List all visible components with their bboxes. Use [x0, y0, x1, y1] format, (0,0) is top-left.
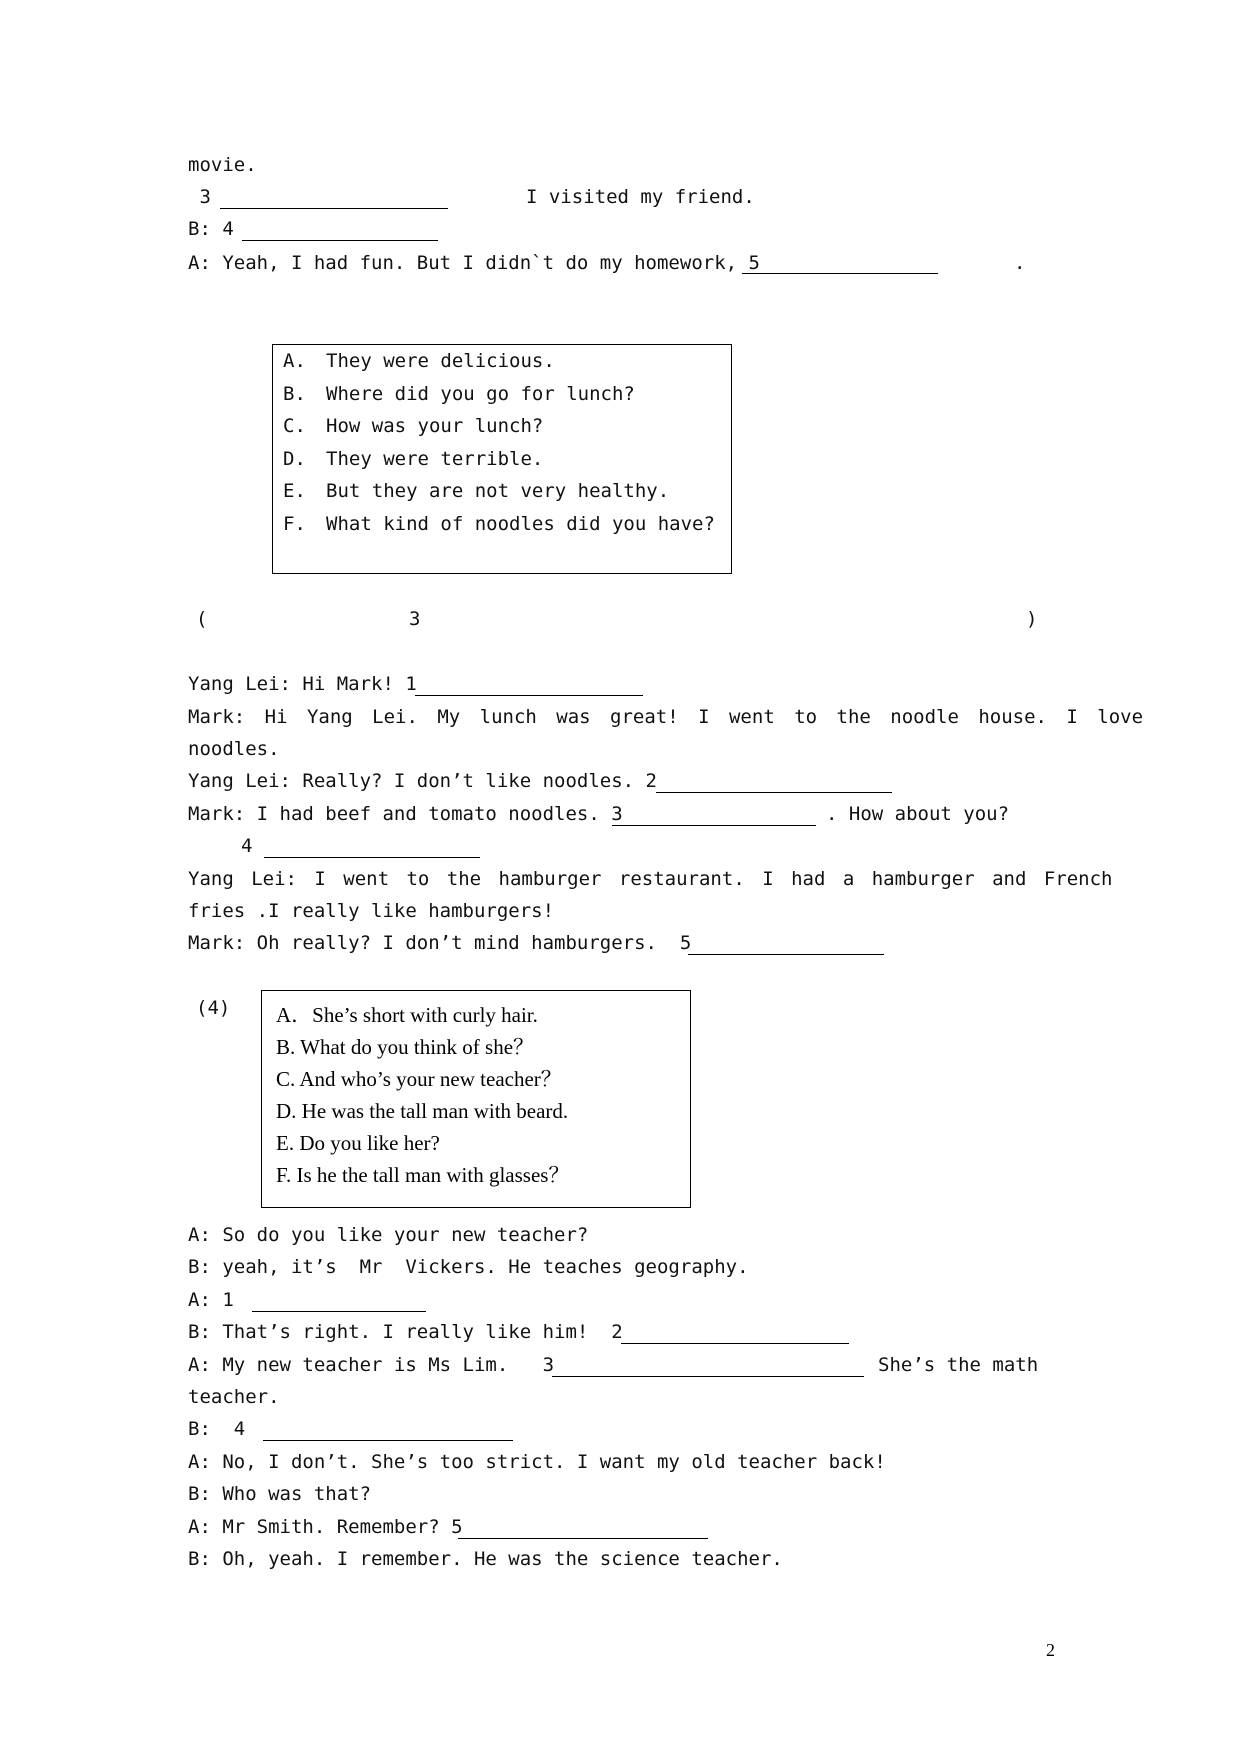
dialog-line: . How about you?: [826, 803, 1010, 825]
answer-blank-5[interactable]: [742, 273, 938, 274]
option-text: E. Do you like her?: [276, 1131, 440, 1155]
question-4-label: B: 4: [188, 218, 234, 240]
option-text: C. And who’s your new teacher？: [276, 1067, 562, 1091]
dialog-line: A: Mr Smith. Remember? 5: [188, 1516, 463, 1538]
answer-blank-3[interactable]: [220, 208, 448, 209]
dialog-line: Mark: Hi Yang Lei. My lunch was great! I went to the noodle house. I love: [188, 706, 1144, 728]
dialog-line: Yang Lei: I went to the hamburger restaurant. I had a hamburger and French: [188, 868, 1113, 890]
question-3-label: 3: [188, 186, 211, 208]
option-text: F. Is he the tall man with glasses？: [276, 1163, 570, 1187]
option-text: How was your lunch?: [326, 415, 544, 437]
dialog-line: B: That’s right. I really like him! 2: [188, 1321, 623, 1343]
option-text: But they are not very healthy.: [326, 480, 670, 502]
answer-blank-2[interactable]: [621, 1343, 849, 1344]
dialog-line: A: My new teacher is Ms Lim. 3: [188, 1354, 555, 1376]
section-header-open: (: [196, 608, 208, 630]
answer-blank-3[interactable]: [552, 1376, 864, 1377]
section-number: 3: [409, 608, 421, 630]
answer-blank-1[interactable]: [415, 695, 643, 696]
option-letter: D.: [283, 448, 306, 470]
answer-blank-5[interactable]: [688, 954, 884, 955]
dialog-line: Yang Lei: Really? I don’t like noodles. 2: [188, 770, 657, 792]
option-letter: F.: [283, 513, 306, 535]
option-letter: E.: [283, 480, 306, 502]
dialog-line: B: Who was that?: [188, 1483, 372, 1505]
answer-blank-4[interactable]: [263, 1440, 513, 1441]
dialog-line: A: So do you like your new teacher?: [188, 1224, 589, 1246]
question-4-label: 4: [241, 835, 253, 857]
dialog-line: fries .I really like hamburgers!: [188, 900, 555, 922]
dialog-line: She’s the math: [878, 1354, 1039, 1376]
period: .: [1014, 252, 1026, 274]
option-letter: C.: [283, 415, 306, 437]
dialog-line: A: 1: [188, 1289, 234, 1311]
dialog-line: B: yeah, it’s Mr Vickers. He teaches geography.: [188, 1256, 749, 1278]
text-line: I visited my friend.: [526, 186, 755, 208]
dialog-line: Yang Lei: Hi Mark! 1: [188, 673, 417, 695]
option-text: They were terrible.: [326, 448, 544, 470]
option-text: Where did you go for lunch?: [326, 383, 635, 405]
dialog-line: Mark: Oh really? I don’t mind hamburgers. 5: [188, 932, 692, 954]
dialog-line: B: 4: [188, 1418, 246, 1440]
option-text: D. He was the tall man with beard.: [276, 1099, 569, 1123]
answer-blank-4[interactable]: [264, 857, 480, 858]
dialog-line: B: Oh, yeah. I remember. He was the science teacher.: [188, 1548, 783, 1570]
answer-blank-1[interactable]: [252, 1311, 426, 1312]
dialog-line: A: No, I don’t. She’s too strict. I want my old teacher back!: [188, 1451, 886, 1473]
option-text: B. What do you think of she？: [276, 1035, 535, 1059]
page-number: 2: [1046, 1640, 1055, 1660]
text-line: movie.: [188, 154, 257, 176]
dialog-line: noodles.: [188, 738, 280, 760]
section-header-close: ): [1026, 608, 1038, 630]
text-line: A: Yeah, I had fun. But I didn`t do my homework, 5: [188, 252, 760, 274]
option-text: They were delicious.: [326, 350, 555, 372]
dialog-line: Mark: I had beef and tomato noodles. 3: [188, 803, 623, 825]
option-letter: B.: [283, 383, 306, 405]
option-text: What kind of noodles did you have?: [326, 513, 715, 535]
answer-blank-4[interactable]: [242, 240, 438, 241]
answer-blank-5[interactable]: [458, 1538, 708, 1539]
answer-blank-2[interactable]: [656, 792, 892, 793]
option-text: A．She’s short with curly hair.: [276, 1003, 538, 1027]
option-letter: A.: [283, 350, 306, 372]
answer-blank-3[interactable]: [612, 825, 816, 826]
dialog-line: teacher.: [188, 1386, 280, 1408]
section-label: (4): [196, 997, 231, 1019]
